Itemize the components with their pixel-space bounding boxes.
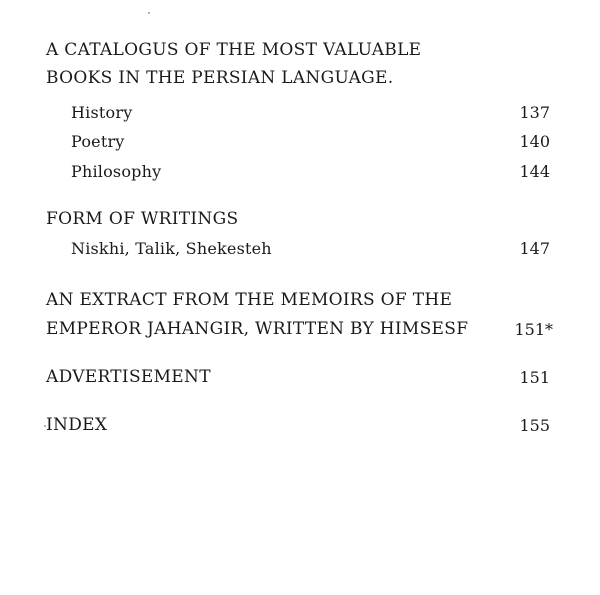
toc-page-philosophy: 144	[519, 162, 550, 181]
toc-page-index: 155	[519, 416, 550, 435]
toc-page-history: 137	[519, 103, 550, 122]
toc-page-extract: 151*	[514, 320, 553, 339]
toc-page-poetry: 140	[519, 132, 550, 151]
section-title-catalogue-line2: BOOKS IN THE PERSIAN LANGUAGE.	[46, 68, 394, 88]
section-title-advertisement: ADVERTISEMENT	[46, 367, 211, 387]
toc-entry-philosophy: Philosophy	[71, 162, 162, 181]
toc-page-scripts: 147	[519, 239, 550, 258]
scan-speck	[44, 425, 46, 427]
toc-entry-poetry: Poetry	[71, 132, 125, 151]
toc-page-advertisement: 151	[519, 368, 550, 387]
toc-entry-scripts: Niskhi, Talik, Shekesteh	[71, 239, 272, 258]
toc-entry-history: History	[71, 103, 133, 122]
scan-speck	[148, 12, 150, 14]
section-title-index: INDEX	[46, 415, 108, 435]
section-title-extract-line2: EMPEROR JAHANGIR, WRITTEN BY HIMSESF	[46, 319, 469, 339]
section-title-extract-line1: AN EXTRACT FROM THE MEMOIRS OF THE	[46, 290, 453, 310]
section-title-catalogue-line1: A CATALOGUS OF THE MOST VALUABLE	[46, 40, 422, 60]
section-title-form: FORM OF WRITINGS	[46, 209, 239, 229]
